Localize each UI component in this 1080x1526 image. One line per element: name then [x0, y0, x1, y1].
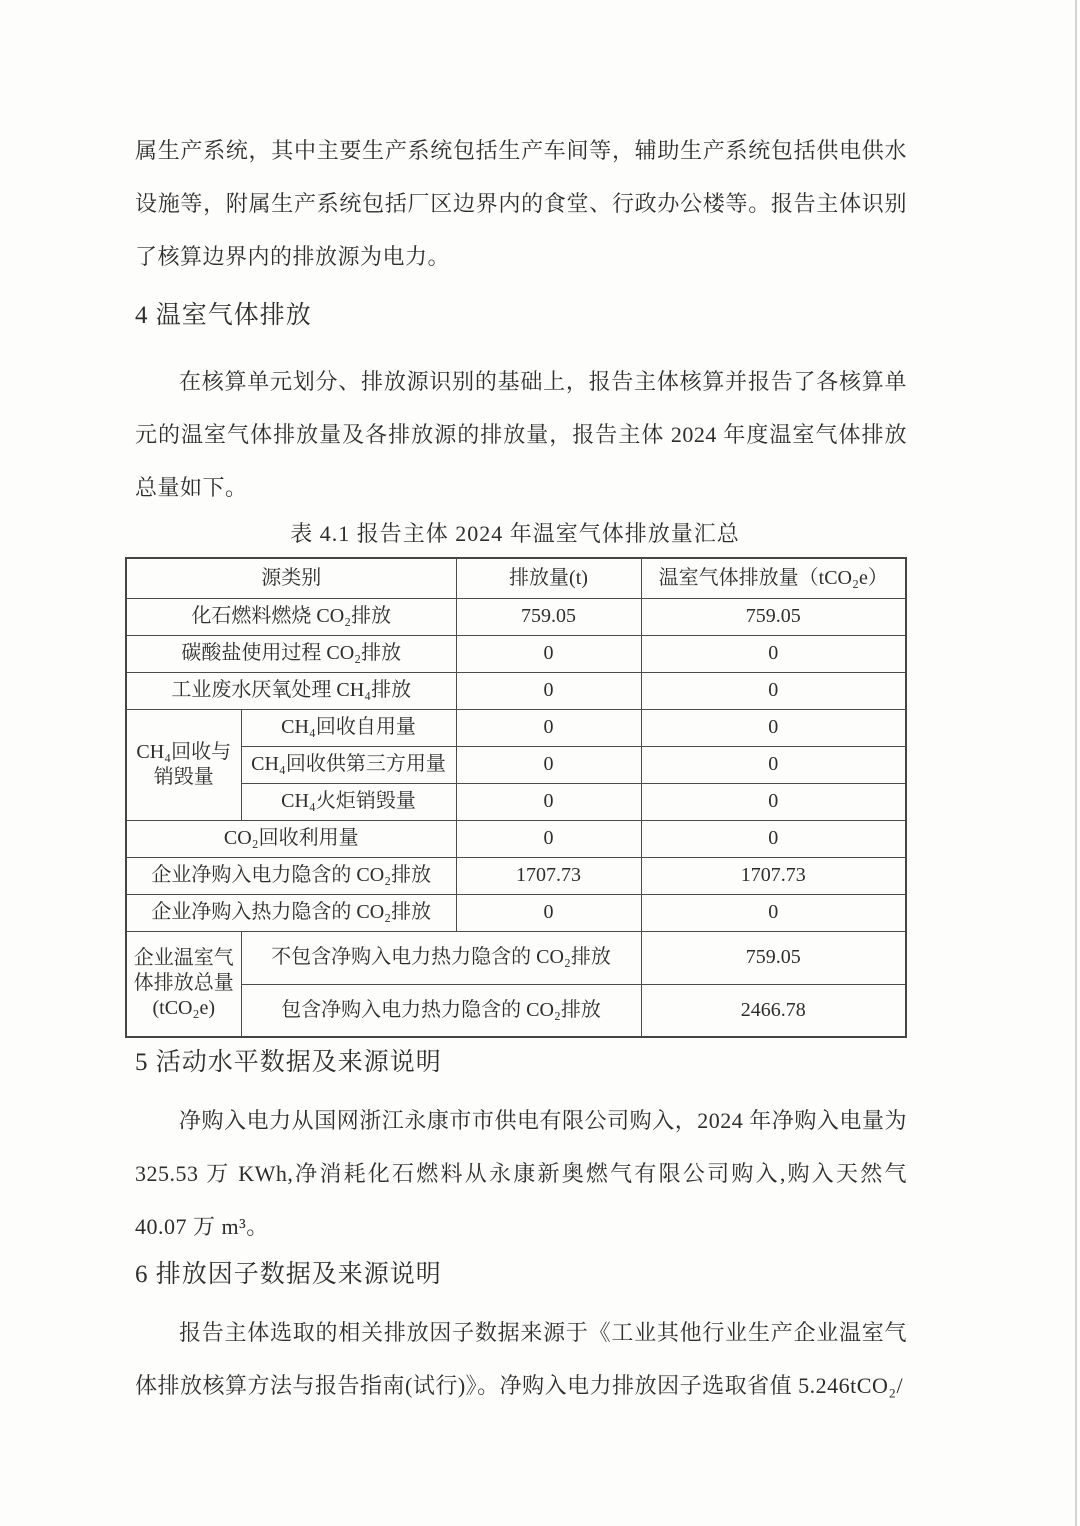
cell-source-category: 企业净购入电力隐含的 CO₂排放: [126, 857, 456, 894]
cell-emission-tco2e: 759.05: [641, 931, 906, 984]
cell-source-category: 不包含净购入电力热力隐含的 CO₂排放: [241, 931, 641, 984]
cell-emission-t: 759.05: [456, 598, 641, 635]
cell-source-category: 碳酸盐使用过程 CO₂排放: [126, 635, 456, 672]
table-row: [126, 635, 906, 672]
cell-emission-t: 0: [456, 709, 641, 746]
cell-emission-t: 1707.73: [456, 857, 641, 894]
cell-total-group-label: [126, 931, 241, 1037]
table-row: [126, 931, 906, 984]
table-row: [126, 820, 906, 857]
table-row: [126, 984, 906, 1037]
intro-paragraph: 属生产系统，其中主要生产系统包括生产车间等，辅助生产系统包括供电供水设施等，附属生产系统包括厂区边界内的食堂、行政办公楼等。报告主体识别了核算边界内的排放源为电力。: [135, 138, 907, 269]
cell-emission-tco2e: 0: [641, 894, 906, 931]
cell-emission-tco2e: 0: [641, 635, 906, 672]
cell-ch4-group-label: CH₄回收与销毁量: [126, 709, 241, 820]
cell-emission-tco2e: 0: [641, 783, 906, 820]
cell-source-category: 企业净购入热力隐含的 CO₂排放: [126, 894, 456, 931]
header-emission-t: 排放量(t): [456, 558, 641, 598]
cell-source-category: CH₄回收供第三方用量: [241, 746, 456, 783]
table-row: [126, 709, 906, 746]
section-5-heading: 5 活动水平数据及来源说明: [135, 1049, 442, 1076]
table-row: [126, 672, 906, 709]
cell-emission-tco2e: 0: [641, 820, 906, 857]
scan-edge-line: [1075, 0, 1077, 1526]
section-6-heading: 6 排放因子数据及来源说明: [135, 1261, 442, 1288]
table-row: [126, 857, 906, 894]
cell-emission-tco2e: 0: [641, 746, 906, 783]
table-row: [126, 783, 906, 820]
section-5-paragraph: 净购入电力从国网浙江永康市市供电有限公司购入，2024 年净购入电量为 325.53 万 KWh,净消耗化石燃料从永康新奥燃气有限公司购入,购入天然气 40.07 万 m³。: [135, 1108, 907, 1239]
table-header-row: [126, 558, 906, 598]
cell-emission-t: 0: [456, 672, 641, 709]
cell-source-category: CH₄回收自用量: [241, 709, 456, 746]
cell-emission-tco2e: 2466.78: [641, 984, 906, 1037]
cell-emission-t: 0: [456, 894, 641, 931]
cell-emission-tco2e: 759.05: [641, 598, 906, 635]
page-content: [135, 0, 907, 1412]
emissions-table: [125, 557, 907, 1038]
total-group-label-text: 企业温室气体排放总量: [133, 947, 234, 995]
cell-emission-tco2e: 0: [641, 709, 906, 746]
cell-emission-tco2e: 1707.73: [641, 857, 906, 894]
header-ghg-emission: 温室气体排放量（tCO₂e）: [641, 558, 906, 598]
cell-emission-t: 0: [456, 820, 641, 857]
table-caption: 表 4.1 报告主体 2024 年温室气体排放量汇总: [290, 521, 740, 546]
table-row: [126, 598, 906, 635]
table-row: [126, 894, 906, 931]
cell-emission-t: 0: [456, 635, 641, 672]
section-6-paragraph: 报告主体选取的相关排放因子数据来源于《工业其他行业生产企业温室气体排放核算方法与报告指南(试行)》。净购入电力排放因子选取省值 5.246tCO₂/: [135, 1320, 907, 1398]
cell-source-category: 包含净购入电力热力隐含的 CO₂排放: [241, 984, 641, 1037]
total-group-unit: (tCO₂e): [152, 997, 215, 1020]
cell-source-category: 工业废水厌氧处理 CH₄排放: [126, 672, 456, 709]
section-4-paragraph: 在核算单元划分、排放源识别的基础上，报告主体核算并报告了各核算单元的温室气体排放量及各排放源的排放量，报告主体 2024 年度温室气体排放总量如下。: [135, 369, 907, 500]
cell-emission-t: 0: [456, 783, 641, 820]
section-4-heading: 4 温室气体排放: [135, 302, 312, 329]
cell-source-category: CH₄火炬销毁量: [241, 783, 456, 820]
header-source-category: 源类别: [126, 558, 456, 598]
cell-source-category: 化石燃料燃烧 CO₂排放: [126, 598, 456, 635]
cell-emission-t: 0: [456, 746, 641, 783]
cell-source-category: CO₂回收利用量: [126, 820, 456, 857]
cell-emission-tco2e: 0: [641, 672, 906, 709]
table-row: [126, 746, 906, 783]
